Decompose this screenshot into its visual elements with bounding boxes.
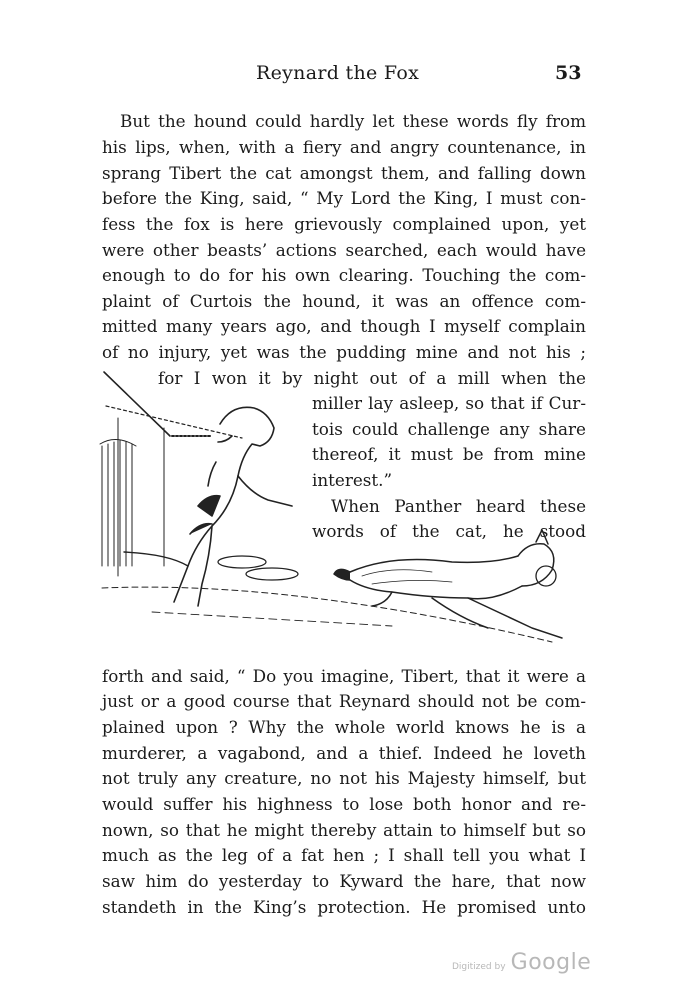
running-title: Reynard the Fox: [256, 62, 420, 84]
text-line: murderer, a vagabond, and a thief. Indeed he loveth: [102, 743, 586, 763]
text-line: mitted many years ago, and though I myself complain: [102, 316, 586, 336]
watermark-prefix: Digitized by: [452, 962, 506, 972]
text-line: standeth in the King’s protection. He promised unto: [102, 897, 586, 917]
text-line: were other beasts’ actions searched, each would have: [102, 240, 586, 260]
text-line: of no injury, yet was the pudding mine and not his ;: [102, 342, 586, 362]
text-line: not truly any creature, no not his Majesty himself, but: [102, 768, 586, 788]
google-logo: Google: [510, 950, 592, 975]
text-line: fess the fox is here grievously complained upon, yet: [102, 214, 586, 234]
page-number: 53: [555, 62, 582, 84]
hound-figure: [124, 407, 292, 606]
text-line: saw him do yesterday to Kyward the hare, that now: [102, 871, 586, 891]
text-line: just or a good course that Reynard should not be com-: [102, 691, 586, 711]
text-line: for I won it by night out of a mill when the: [158, 368, 586, 388]
text-line: his lips, when, with a fiery and angry countenance, in: [102, 137, 586, 157]
fox-figure: [334, 530, 562, 638]
text-line: When Panther heard these: [331, 496, 586, 516]
text-line: forth and said, “ Do you imagine, Tibert, that it were a: [102, 666, 586, 686]
text-line: tois could challenge any share: [312, 419, 586, 439]
text-line: much as the leg of a fat hen ; I shall tell you what I: [102, 845, 586, 865]
text-line: would suffer his highness to lose both honor and re-: [102, 794, 586, 814]
text-line: nown, so that he might thereby attain to himself but so: [102, 820, 586, 840]
text-line: But the hound could hardly let these words fly from: [120, 111, 586, 131]
bowl: [246, 568, 298, 580]
text-line: sprang Tibert the cat amongst them, and falling down: [102, 163, 586, 183]
google-watermark: [452, 950, 591, 975]
text-line: interest.”: [312, 470, 393, 490]
page-header: [0, 62, 681, 92]
text-line: words of the cat, he stood: [312, 521, 586, 541]
text-line: enough to do for his own clearing. Touching the com-: [102, 265, 586, 285]
text-line: before the King, said, “ My Lord the King, I must con-: [102, 188, 586, 208]
bowl: [218, 556, 266, 568]
hound-and-fox-illustration: [92, 366, 592, 648]
text-line: plained upon ? Why the whole world knows he is a: [102, 717, 586, 737]
text-line: plaint of Curtois the hound, it was an offence com-: [102, 291, 586, 311]
text-line: thereof, it must be from mine: [312, 444, 586, 464]
pudding: [536, 566, 556, 586]
text-line: miller lay asleep, so that if Cur-: [312, 393, 586, 413]
